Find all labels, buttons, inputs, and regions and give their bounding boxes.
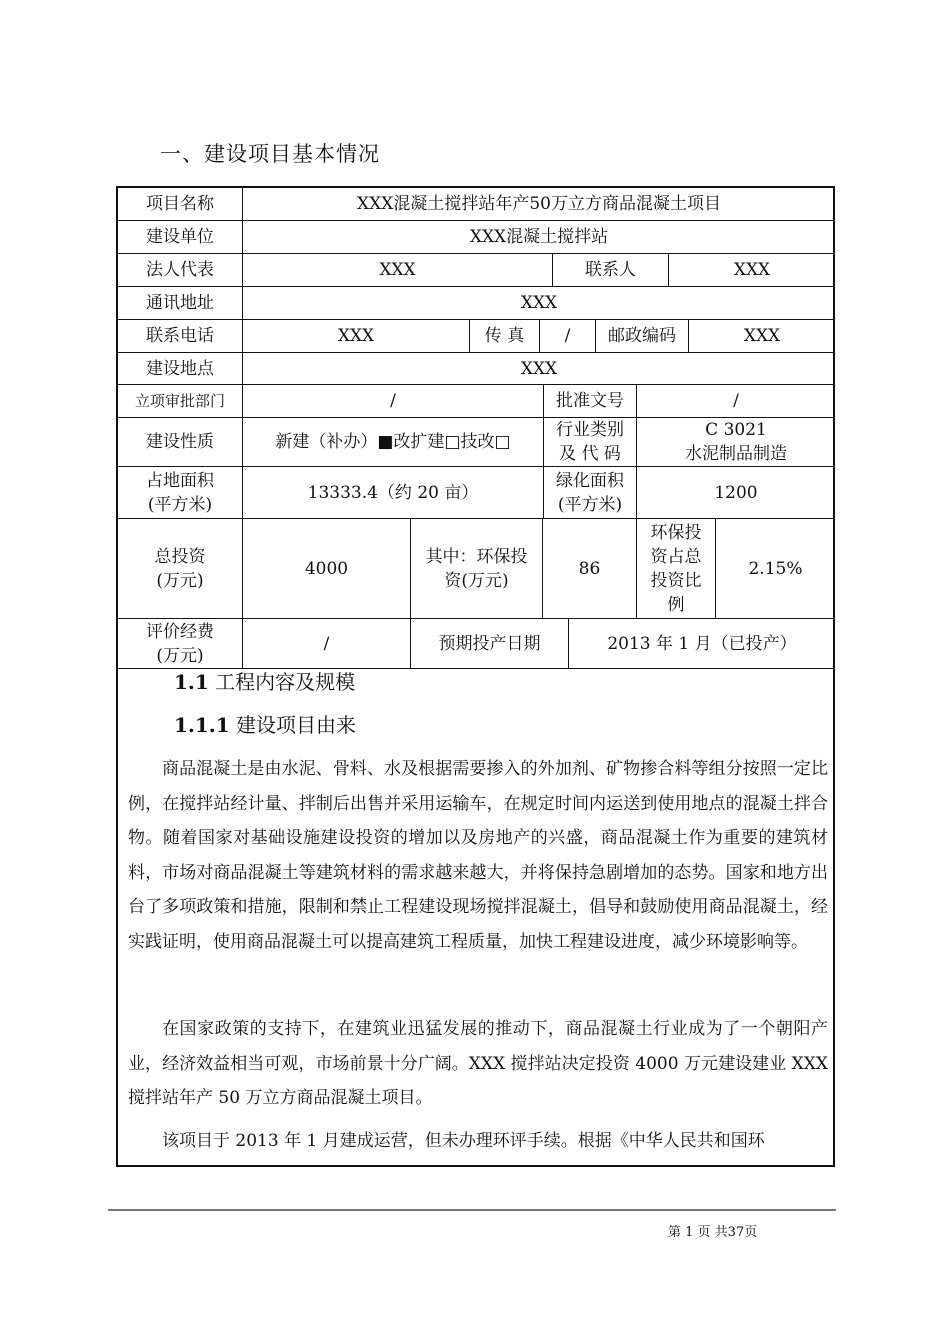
industry-label-line: 行业类别 [556,420,624,440]
table-row [118,221,833,254]
env-invest-value: 86 [542,519,636,618]
table-row [118,385,833,418]
nature-value: 新建（补办）■改扩建□技改□ [242,418,543,466]
legal-rep-value: XXX [242,254,552,286]
approval-no-value: / [636,385,835,417]
green-label [543,467,636,518]
address-label: 通讯地址 [146,293,214,313]
green-label-line: (平方米) [557,494,623,515]
table-row [118,467,833,519]
table-row [118,254,833,287]
paragraph-1: 商品混凝土是由水泥、骨料、水及根据需要掺入的外加剂、矿物掺合料等组分按照一定比例，在搅拌站经计量、拌制后出售并采用运输车，在规定时间内运送到使用地点的混凝土拌合物。随着国家对基础设施建设投资的增加以及房地产的兴盛，商品混凝土作为重要的建筑材料，市场对商品混凝土等建筑材料的需求越来越大，并将保持急剧增加的态势。国家和地方出台了多项政策和措施，限制和禁止工程建设现场搅拌混凝土，倡导和鼓励使用商品混凝土，经实践证明，使用商品混凝土可以提高建筑工程质量，加快工程建设进度，减少环境影响等。 [128,759,828,952]
eval-fee-label-line: (万元) [156,645,204,666]
env-ratio-value: 2.15% [715,519,835,618]
project-name-label: 项目名称 [146,194,214,214]
nature-label: 建设性质 [146,432,214,452]
env-ratio-label-line: 投资比 [650,570,702,591]
fax-value: / [539,320,595,352]
table-row [118,418,833,467]
green-value: 1200 [636,467,835,518]
invest-value: 4000 [242,519,410,618]
table-row [118,320,833,353]
footer-divider [108,1209,836,1211]
env-ratio-label-line: 环保投 [650,522,702,543]
table-row [118,519,833,619]
green-label-line: 绿化面积 [556,470,624,491]
postcode-value: XXX [688,320,835,352]
area-label-line: 占地面积 [146,470,214,491]
postcode-label: 邮政编码 [595,320,688,352]
invest-label [118,519,242,618]
eval-fee-label [118,619,242,668]
start-date-label: 预期投产日期 [410,619,568,668]
start-date-value: 2013 年 1 月（已投产） [568,619,835,668]
heading-text: 建设项目由来 [229,713,357,737]
eval-fee-label-line: 评价经费 [146,621,214,642]
table-row [118,188,833,221]
approval-dept-value: / [242,385,543,417]
eval-fee-value: / [242,619,410,668]
industry-name: 水泥制品制造 [685,444,787,464]
env-ratio-label-line: 资占总 [650,546,702,567]
table-row [118,353,833,385]
project-name-value: XXX混凝土搅拌站年产50万立方商品混凝土项目 [242,188,835,220]
phone-label: 联系电话 [146,326,214,346]
heading-1-1 [174,666,355,695]
env-ratio-label [636,519,715,618]
heading-number: 1.1 [174,670,209,694]
project-info-frame [116,186,835,1167]
industry-code: C 3021 [705,420,767,440]
section-title: 一、建设项目基本情况 [160,142,380,166]
approval-no-label: 批准文号 [543,385,636,417]
heading-1-1-1 [174,709,356,738]
builder-label: 建设单位 [146,227,214,247]
builder-value: XXX混凝土搅拌站 [242,221,835,253]
location-value: XXX [242,353,835,384]
contact-value: XXX [668,254,835,286]
fax-label: 传 真 [469,320,539,352]
invest-label-line: 总投资 [154,546,206,567]
area-label-line: (平方米) [147,494,213,515]
address-value: XXX [242,287,835,319]
table-row [118,287,833,320]
heading-number: 1.1.1 [174,713,230,737]
area-value: 13333.4（约 20 亩） [242,467,543,518]
contact-label: 联系人 [552,254,668,286]
legal-rep-label: 法人代表 [146,260,214,280]
env-ratio-label-line: 例 [667,594,685,615]
approval-dept-label: 立项审批部门 [134,392,225,410]
paragraph-2: 在国家政策的支持下，在建筑业迅猛发展的推动下，商品混凝土行业成为了一个朝阳产业，经济效益相当可观，市场前景十分广阔。XXX 搅拌站决定投资 4000 万元建设建业 XXX 搅拌站年产 50 万立方商品混凝土项目。 [128,1019,828,1108]
phone-value: XXX [242,320,469,352]
table-row [118,619,833,669]
industry-label [543,418,636,466]
env-invest-label [410,519,542,618]
invest-label-line: (万元) [156,570,204,591]
location-label: 建设地点 [146,358,214,379]
env-invest-label-line: 资(万元) [444,570,509,591]
page-number: 第 1 页 共37页 [668,1225,758,1240]
area-label [118,467,242,518]
paragraph-3: 该项目于 2013 年 1 月建成运营，但未办理环评手续。根据《中华人民共和国环 [162,1131,765,1151]
heading-text: 工程内容及规模 [208,670,356,694]
env-invest-label-line: 其中：环保投 [425,546,528,567]
industry-label-line: 及 代 码 [559,444,621,464]
industry-value [636,418,835,466]
